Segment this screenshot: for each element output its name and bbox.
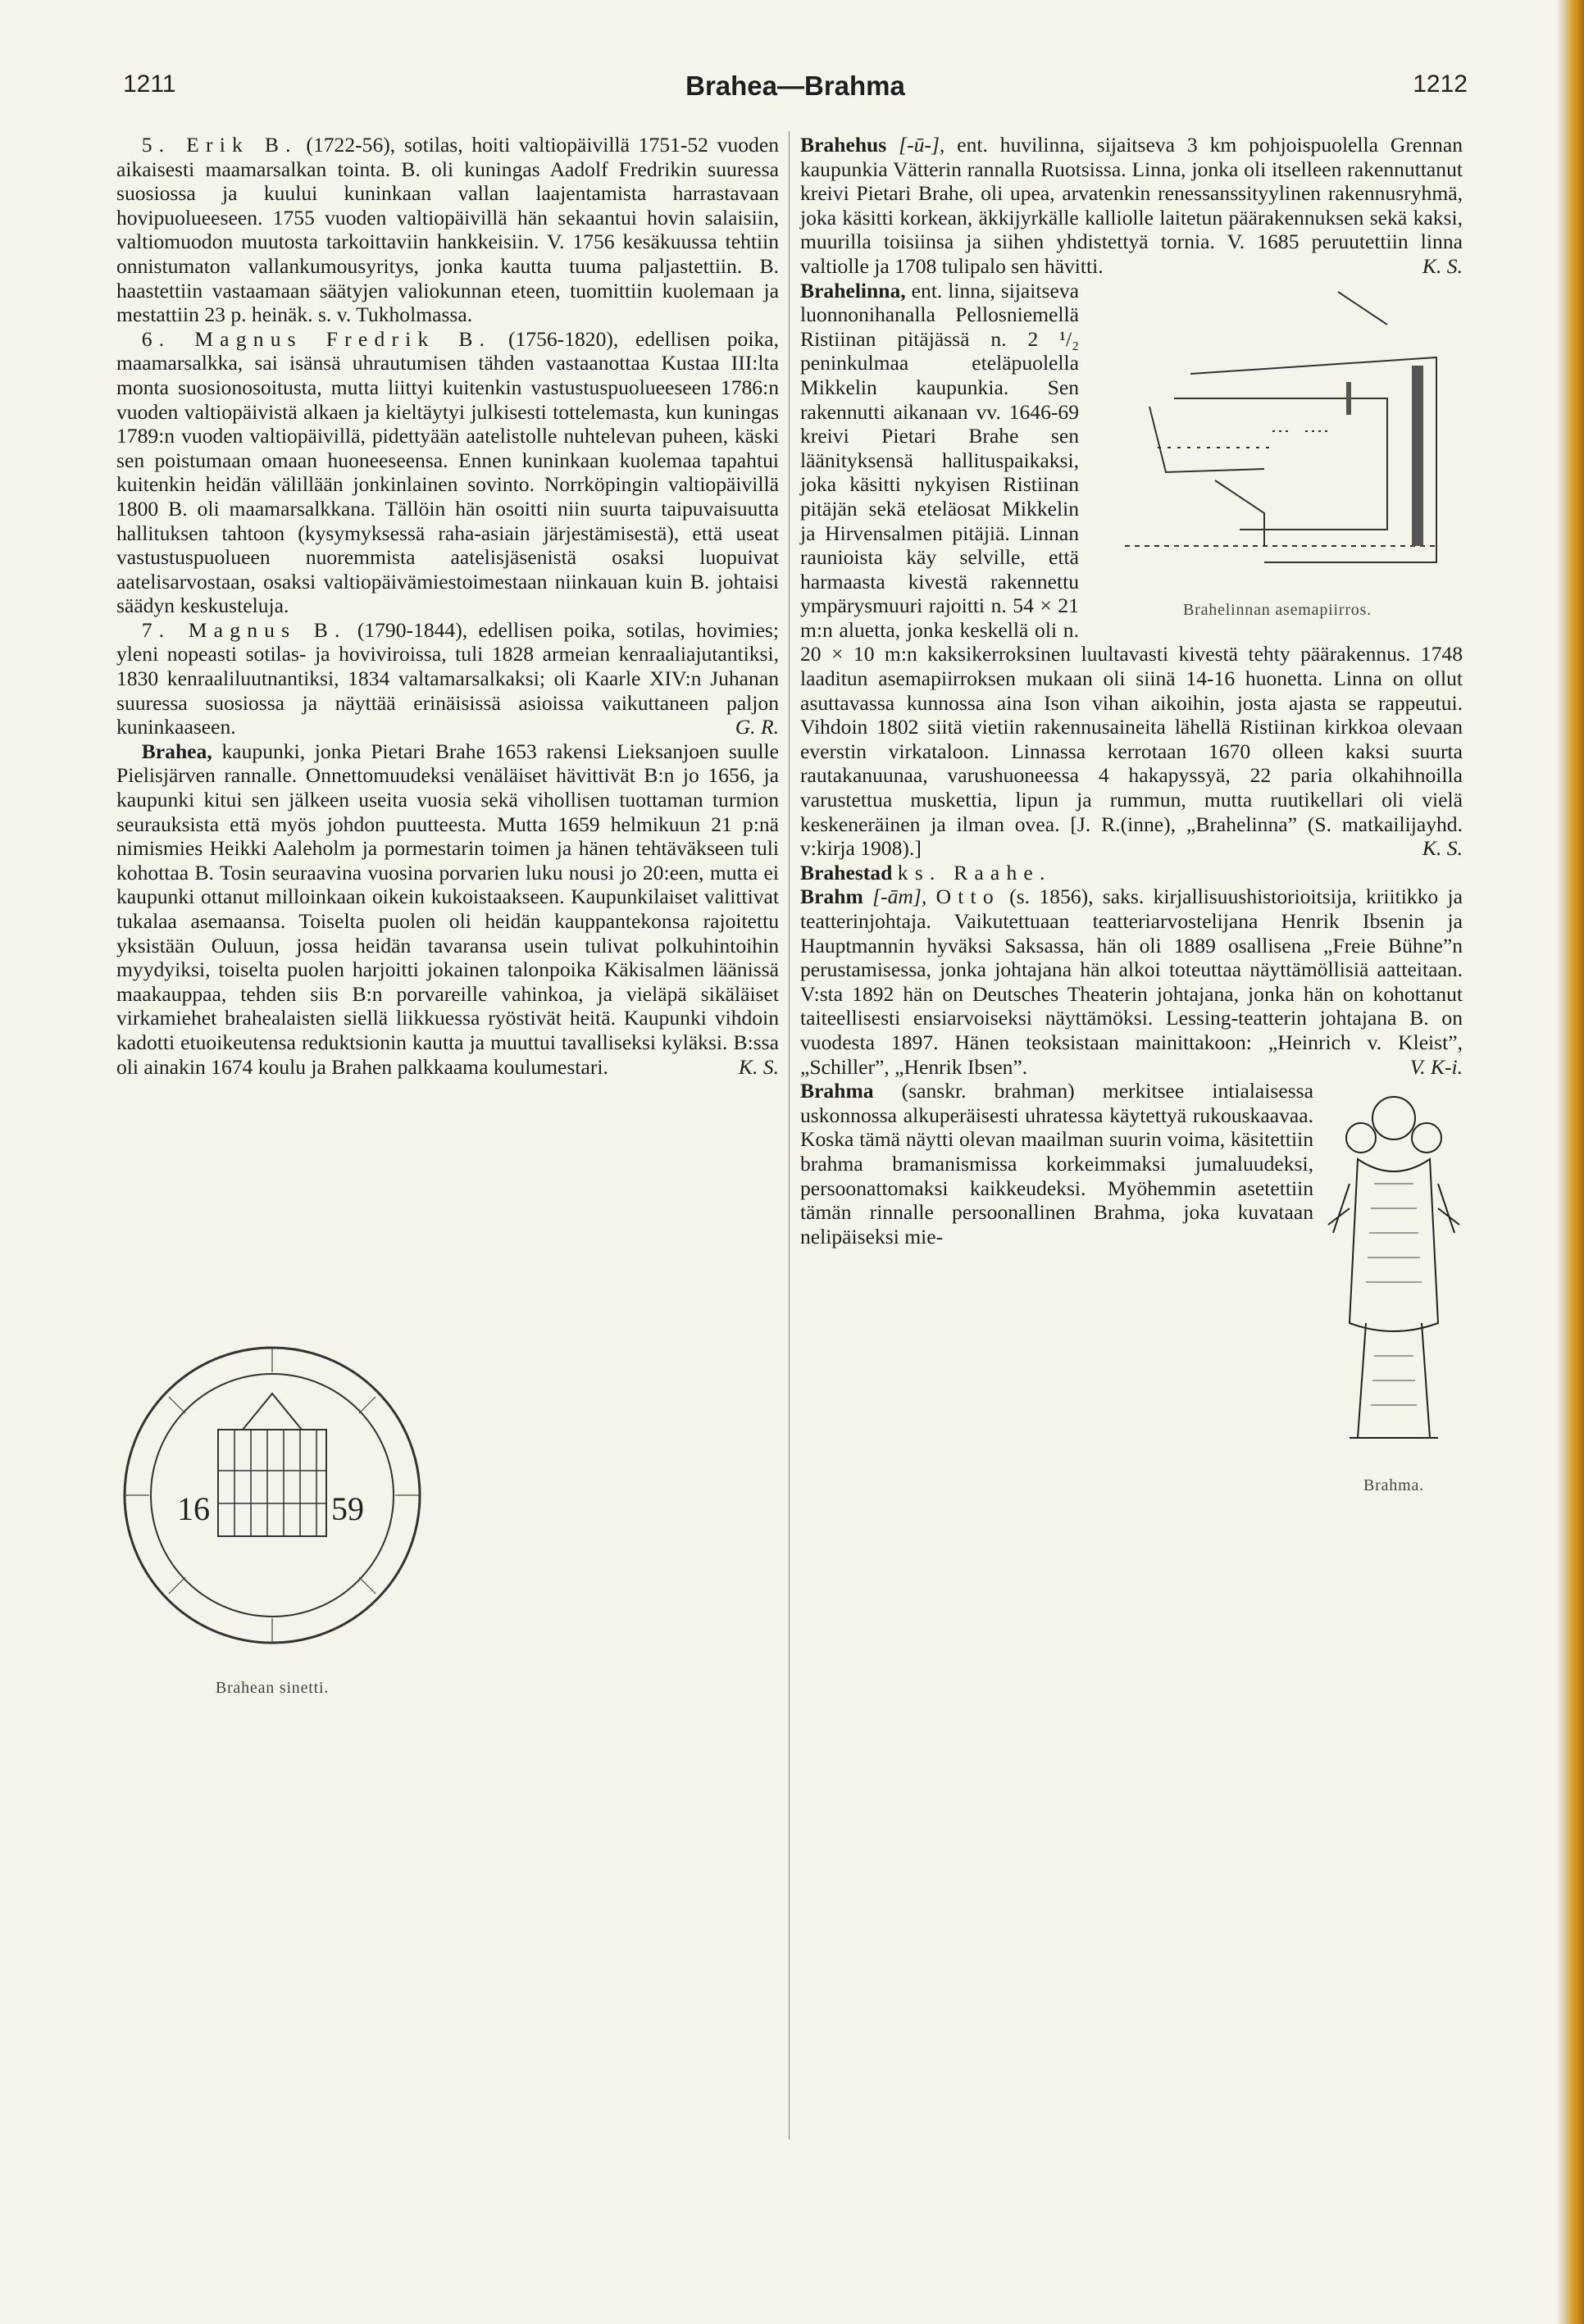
entry-brahea: Brahea, kaupunki, jonka Pietari Brahe 1653 rakensi Lieksanjoen suulle Pielisjärven rannalle. Onnettomuudeksi venäläiset hävittivät B:n jo 1656, ja kaupunki kitui sen jälkeen useita vuosia sekä vihollisen tuottaman turmion seurauksista että myös johdon puutteesta. Mutta 1659 helmikuun 21 p:nä nimismies Heikki Aaleholm ja pormestarin toimen ja hänen tehtäväkseen tuli kohottaa B. Tosin seuraavina vuosina porvarien luku nousi jo 20:een, mutta ei kaupunki ottanut milloinkaan oikein kukoistaakseen. Kaupunkilaiset valittivat tukalaa asemaansa. Toiselta puolen oli heidän kauppantekonsa rajoitettu yksistään Ouluun, jossa heidän tavaransa usein tulivat polkuhintoihin myydyiksi, toiselta puolen harjoitti jokainen talonpoika Käkisalmen läänissä maakauppaa, tehden siis B:n porvareille vahinkoa, ja vieläpä sikäläiset virkamiehet brahealaisten siellä liikkuessa ryöstivät heitä. Kaupunki vihdoin kadotti etuoikeutensa reduktsionin kautta ja muuttui tavalliseksi kyläksi. B:ssa oli ainakin 1674 koulu ja Brahen palkkaama koulumestari. K. S. bbox=[116, 739, 779, 1079]
brahelinna-map-figure bbox=[1092, 284, 1463, 623]
entry-brahestad: Brahestad ks. Raahe. bbox=[800, 860, 1052, 885]
map-illustration bbox=[1092, 284, 1463, 595]
right-column bbox=[800, 133, 1463, 1503]
page-number-left: 1211 bbox=[123, 70, 176, 98]
page-number-right: 1212 bbox=[1413, 70, 1468, 98]
brahea-seal-figure bbox=[120, 1331, 425, 1698]
author-signature: K. S. bbox=[1422, 836, 1463, 861]
author-signature: G. R. bbox=[735, 715, 779, 739]
seal-caption: Brahean sinetti. bbox=[215, 1679, 330, 1697]
seal-year-left: 16 bbox=[177, 1490, 210, 1527]
entry-erik-brahe: 5. Erik B. (1722-56), sotilas, hoiti valtiopäivillä 1751-52 vuoden aikaisesti maamarsalkan tointa. B. oli kuningas Aadolf Fredrikin suuressa suosiossa ja kuului kuninkaan vallan laajentamista harrastavaan hovipuolueeseen. 1755 vuoden valtiopäivillä hän sekaantui hovin salaisiin, valtiomuodon muutosta tarkoittaviin hankkeisiin. V. 1756 kesäkuussa tehtiin onnistumaton vallankumousyritys, jonka kautta tuuma paljastettiin. B. haastettiin vastaamaan säätyjen valiokunnan eteen, tuomittiin kuolemaan ja mestattiin 23 p. heinäk. s. v. Tukholmassa. bbox=[116, 133, 779, 327]
book-spine-edge bbox=[1556, 0, 1584, 2324]
page-title: Brahea—Brahma bbox=[685, 70, 905, 101]
seal-year-right: 59 bbox=[331, 1490, 364, 1527]
entry-brahelinna: Brahelinnan asemapiirros. Brahelinna, ent. linna, sijaitseva luonnonihanalla Pellosniemellä Ristiinan pitäjässä n. 2 ¹/₂ peninkulmaa eteläpuolella Mikkelin kaupunkia. Sen rakennutti aikanaan vv. 1646-69 kreivi Pietari Brahe sen läänityksensä hallituspaikaksi, joka käsitti nykyisen Ristiinan pitäjän sekä eteläosat Mikkelin ja Hirvensalmen pitäjiä. Linnan raunioista käy selville, että harmaasta kivestä rakennettu ympärysmuuri rajoitti n. 54 × 21 m:n aluetta, jonka keskellä oli n. 20 × 10 m:n kaksikerroksinen luultavasti kivestä tehty päärakennus. 1748 laaditun asemapiirroksen mukaan oli siinä 14-16 huonetta. Linna on ollut asuttavassa kunnossa aina Ison vihan aikoihin, josta ajasta se rappeutui. Vihdoin 1802 siitä vietiin rakennusaineita lähellä Ristiinan kirkkoa olevaan everstin virkataloon. Linnassa kerrotaan 1670 olleen kaksi suurta rautakanuunaa, varushuoneessa 4 hakapyssyä, 22 paria olkahihnoilla varustettua muskettia, lipun ja rummun, mutta ruutikellari oli vielä keskeneräinen ja ilman ovea. [J. R.(inne), „Brahelinna” (S. matkailijayhd. v:kirja 1908).] K. S. bbox=[800, 278, 1463, 861]
entry-brahma: Brahma. Brahma (sanskr. brahman) merkitsee intialaisessa uskonnossa alkuperäisesti uhratessa käytettyä rukouskaavaa. Koska tämä näytti olevan maailman suurin voima, käsitettiin brahma bramanismissa korkeimmaksi jumaluudeksi, persoonattomaksi kaikkeudeksi. Myöhemmin asetettiin tämän rinnalle persoonallinen Brahma, joka kuvataan nelipäiseksi mie- bbox=[800, 1079, 1463, 1248]
entry-magnus-fredrik-brahe: 6. Magnus Fredrik B. (1756-1820), edellisen poika, maamarsalkka, sai isänsä uhrautumisen tähden vastaanottaa Kustaa III:lta monta suosionosoitusta, mutta liittyi kuitenkin vastustuspuolueeseen 1786:n vuoden valtiopäivistä alkaen ja kieltäytyi julkisesti tottelemasta, kun kuningas 1789:n vuoden valtiopäivillä, pidettyään aatelistolle nuhtelevan puheen, käski sen poistumaan omaan huoneeseensa. Ennen kuninkaan kuolemaa tapahtui kuitenkin heidän välillään jonkinlainen sovinto. Norrköpingin valtiopäivillä 1800 B. oli maamarsalkkana. Tällöin hän osoitti niin suurta taipuvaisuutta hallituksen tahtoon (kysymyksessä raha-asiain järjestämisestä), että useat vastustuspuolueen nuoremmista aatelisjäsenistä osaksi luopuivat aatelisarvostaan, osaksi valtiopäivämiestoimestaan niinkauan kuin B. johtaisi säädyn keskusteluja. bbox=[116, 326, 779, 618]
column-divider bbox=[789, 131, 790, 2140]
entry-brahm: Brahm [-ām], Otto (s. 1856), saks. kirjallisuushistorioitsija, kriitikko ja teatterinjohtaja. Vaikutettuaan teatteriarvostelijana Henrik Ibsenin ja Hauptmannin hyväksi Saksassa, hän oli 1889 osallisena „Freie Bühne”n perustamisessa, jonka johtajana hän alkoi toteuttaa näyttämöllisiä aatteitaan. V:sta 1892 hän on Deutsches Theaterin johtajana, jonka hän on kohottanut taiteellisesti ensiarvoiseksi näyttämöksi. Lessing-teatterin johtajana B. on vuodesta 1897. Hänen teoksistaan mainittakoon: „Heinrich v. Kleist”, „Schiller”, „Henrik Ibsen”. V. K-i. bbox=[800, 885, 1463, 1079]
entry-brahehus: Brahehus [-ū-], ent. huvilinna, sijaitseva 3 km pohjoispuolella Grennan kaupunkia Vätterin rannalla Ruotsissa. Linna, jonka oli itselleen rakennuttanut kreivi Pietari Brahe, oli upea, arvatenkin renessanssityylinen rakennusryhmä, joka käsitti korkean, äkkijyrkälle kalliolle laitetun päärakennuksen sekä kaksi, muurilla toisiinsa ja siihen yhdistettyä tornia. V. 1685 peruutettiin linna valtiolle ja 1708 tulipalo sen hävitti. K. S. bbox=[800, 133, 1463, 278]
brahma-caption: Brahma. bbox=[1363, 1476, 1424, 1495]
brahma-figure bbox=[1325, 1085, 1463, 1499]
brahma-illustration bbox=[1325, 1085, 1463, 1471]
seal-illustration bbox=[120, 1331, 425, 1676]
author-signature: K. S. bbox=[738, 1054, 779, 1079]
entry-magnus-brahe: 7. Magnus B. (1790-1844), edellisen poika, sotilas, hovimies; yleni nopeasti sotilas- ja hoviviroissa, tuli 1828 armeian kenraaliajutantiksi, 1830 kenraaliluutnantiksi, 1834 valtamarsalkaksi; oli Kaarle XIV:n Juhanan suuressa suosiossa ja näyttää erinäisissä asioissa vaikuttaneen paljon kuninkaaseen. G. R. bbox=[116, 617, 779, 739]
author-signature: V. K-i. bbox=[1409, 1054, 1463, 1079]
map-caption: Brahelinnan asemapiirros. bbox=[1183, 600, 1372, 619]
left-column bbox=[116, 133, 779, 1079]
page-header bbox=[123, 70, 1468, 107]
author-signature: K. S. bbox=[1422, 253, 1463, 278]
